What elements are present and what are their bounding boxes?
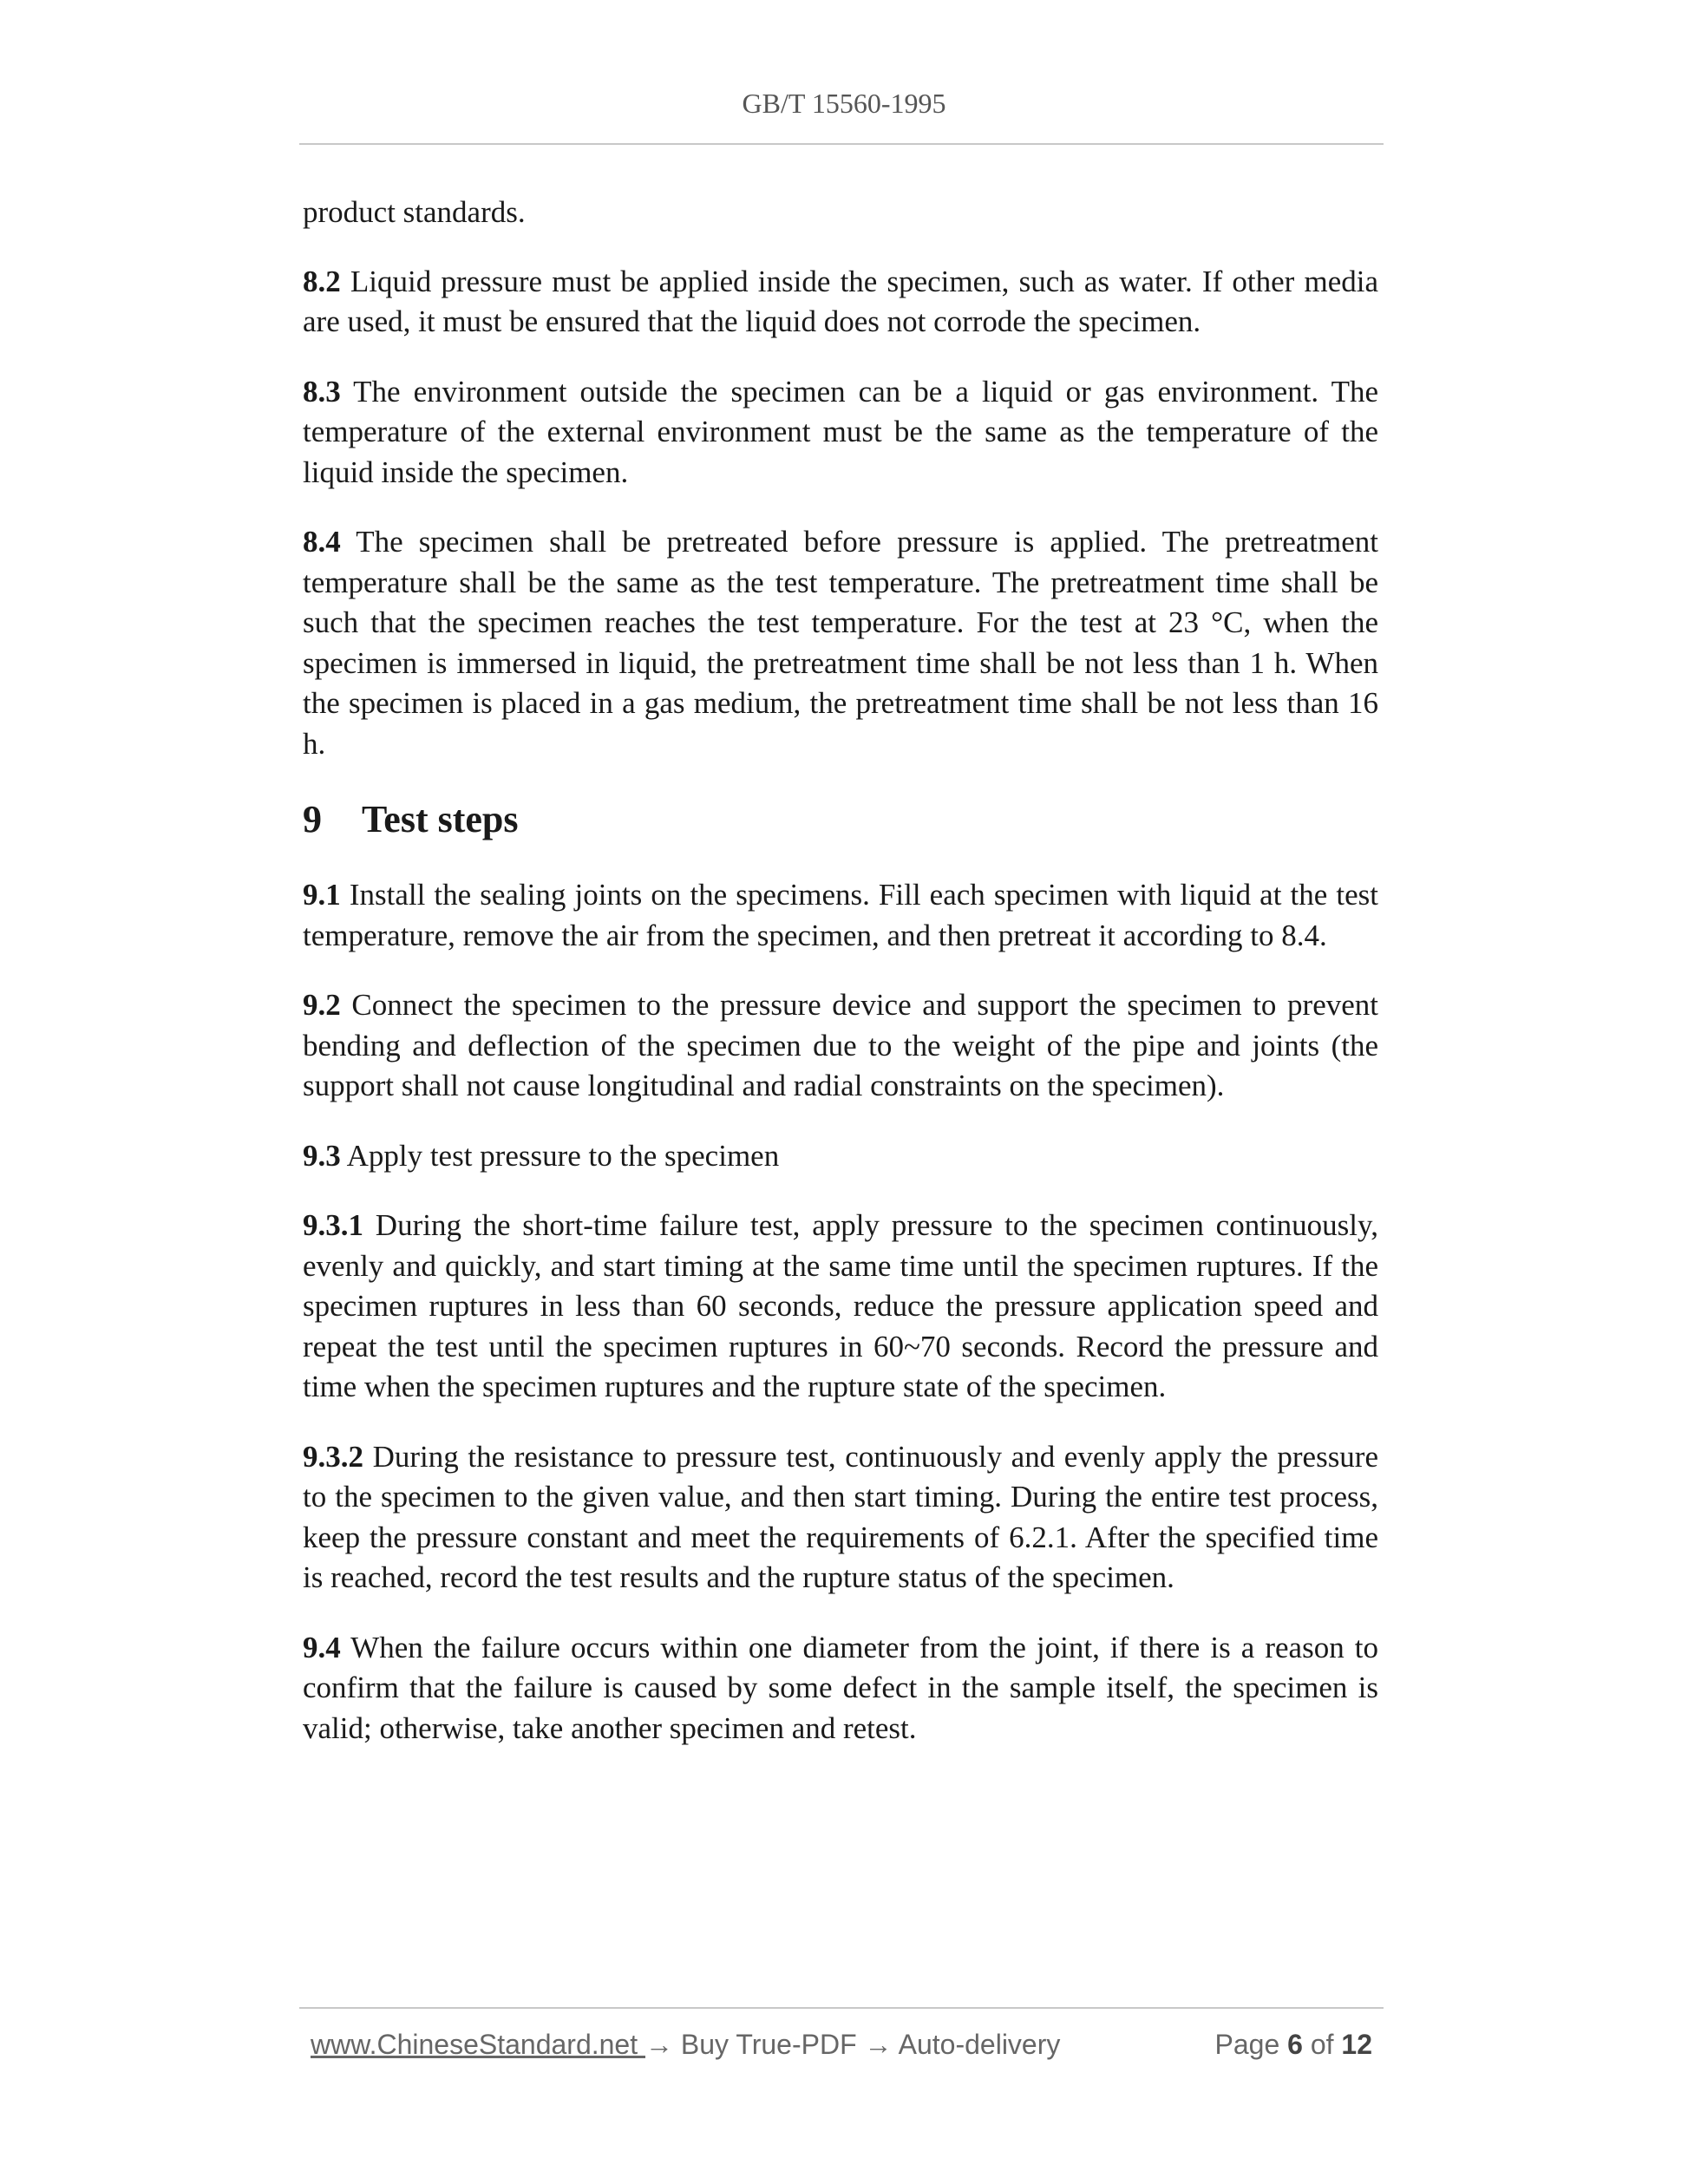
section-heading-9	[303, 794, 1378, 846]
website-link[interactable]: www.ChineseStandard.net	[311, 2029, 645, 2060]
clause-number: 9.2	[303, 988, 341, 1022]
clause-text: Connect the specimen to the pressure device and support the specimen to prevent bending and deflection of the specimen due to the weight of the pipe and joints (the support shall not cause longitudinal and radial constraints on the specimen).	[303, 988, 1378, 1102]
clause-text: When the failure occurs within one diameter from the joint, if there is a reason to confirm that the failure is caused by some defect in the sample itself, the specimen is valid; otherwise, take another specimen and retest.	[303, 1630, 1378, 1745]
arrow-right-icon: →	[645, 2029, 673, 2060]
clause-number: 9.3	[303, 1138, 341, 1173]
clause-9-1	[303, 875, 1378, 956]
of-label: of	[1302, 2029, 1342, 2060]
clause-9-3-1	[303, 1206, 1378, 1408]
standard-code: GB/T 15560-1995	[742, 88, 946, 119]
clause-text: During the short-time failure test, apply pressure to the specimen continuously, evenly and quickly, and start timing at the same time until the specimen ruptures. If the specimen ruptures in less than 60 seconds, reduce the pressure application speed and repeat the test until the specimen ruptures in 60~70 seconds. Record the pressure and time when the specimen ruptures and the rupture state of the specimen.	[303, 1208, 1378, 1403]
clause-number: 8.3	[303, 374, 341, 409]
page-total: 12	[1341, 2029, 1372, 2060]
clause-8-2	[303, 262, 1378, 343]
document-body	[303, 193, 1378, 1778]
section-title: Test steps	[362, 798, 519, 840]
clause-text: The specimen shall be pretreated before pressure is applied. The pretreatment temperature shall be the same as the test temperature. The pretreatment time shall be such that the specimen reaches the test temperature. For the test at 23 °C, when the specimen is immersed in liquid, the pretreatment time shall be not less than 1 h. When the specimen is placed in a gas medium, the pretreatment time shall be not less than 16 h.	[303, 525, 1378, 761]
clause-text: Install the sealing joints on the specimens. Fill each specimen with liquid at the test temperature, remove the air from the specimen, and then pretreat it according to 8.4.	[303, 878, 1378, 952]
clause-text: Apply test pressure to the specimen	[340, 1138, 780, 1173]
clause-number: 9.3.2	[303, 1439, 363, 1474]
arrow-right-icon: →	[864, 2029, 893, 2060]
clause-8-3	[303, 372, 1378, 494]
page-number: 6	[1287, 2029, 1303, 2060]
clause-8-4	[303, 522, 1378, 764]
section-number: 9	[303, 798, 322, 840]
buy-text: Buy True-PDF	[673, 2029, 865, 2060]
page-label: Page	[1214, 2029, 1288, 2060]
footer-promo	[311, 2027, 1060, 2062]
clause-text: During the resistance to pressure test, continuously and evenly apply the pressure to the specimen to the given value, and then start timing. During the entire test process, keep the pressure constant and meet the requirements of 6.2.1. After the specified time is reached, record the test results and the rupture status of the specimen.	[303, 1439, 1378, 1594]
header-rule	[299, 143, 1384, 145]
clause-number: 9.3.1	[303, 1208, 363, 1242]
footer-rule	[299, 2007, 1384, 2009]
delivery-text: Auto-delivery	[892, 2029, 1061, 2060]
clause-number: 8.2	[303, 264, 341, 298]
clause-number: 8.4	[303, 525, 341, 559]
clause-text: The environment outside the specimen can be a liquid or gas environment. The temperature of the external environment must be the same as the temperature of the liquid inside the specimen.	[303, 374, 1378, 489]
clause-text: Liquid pressure must be applied inside the specimen, such as water. If other media are used, it must be ensured that the liquid does not corrode the specimen.	[303, 264, 1378, 338]
clause-9-4	[303, 1628, 1378, 1749]
clause-9-3-2	[303, 1437, 1378, 1599]
clause-9-2	[303, 985, 1378, 1107]
document-header	[0, 88, 1688, 120]
clause-number: 9.1	[303, 878, 341, 912]
clause-number: 9.4	[303, 1630, 341, 1664]
paragraph-continuation: product standards.	[303, 195, 526, 229]
clause-9-3	[303, 1136, 1378, 1177]
page-indicator	[1215, 2027, 1372, 2062]
